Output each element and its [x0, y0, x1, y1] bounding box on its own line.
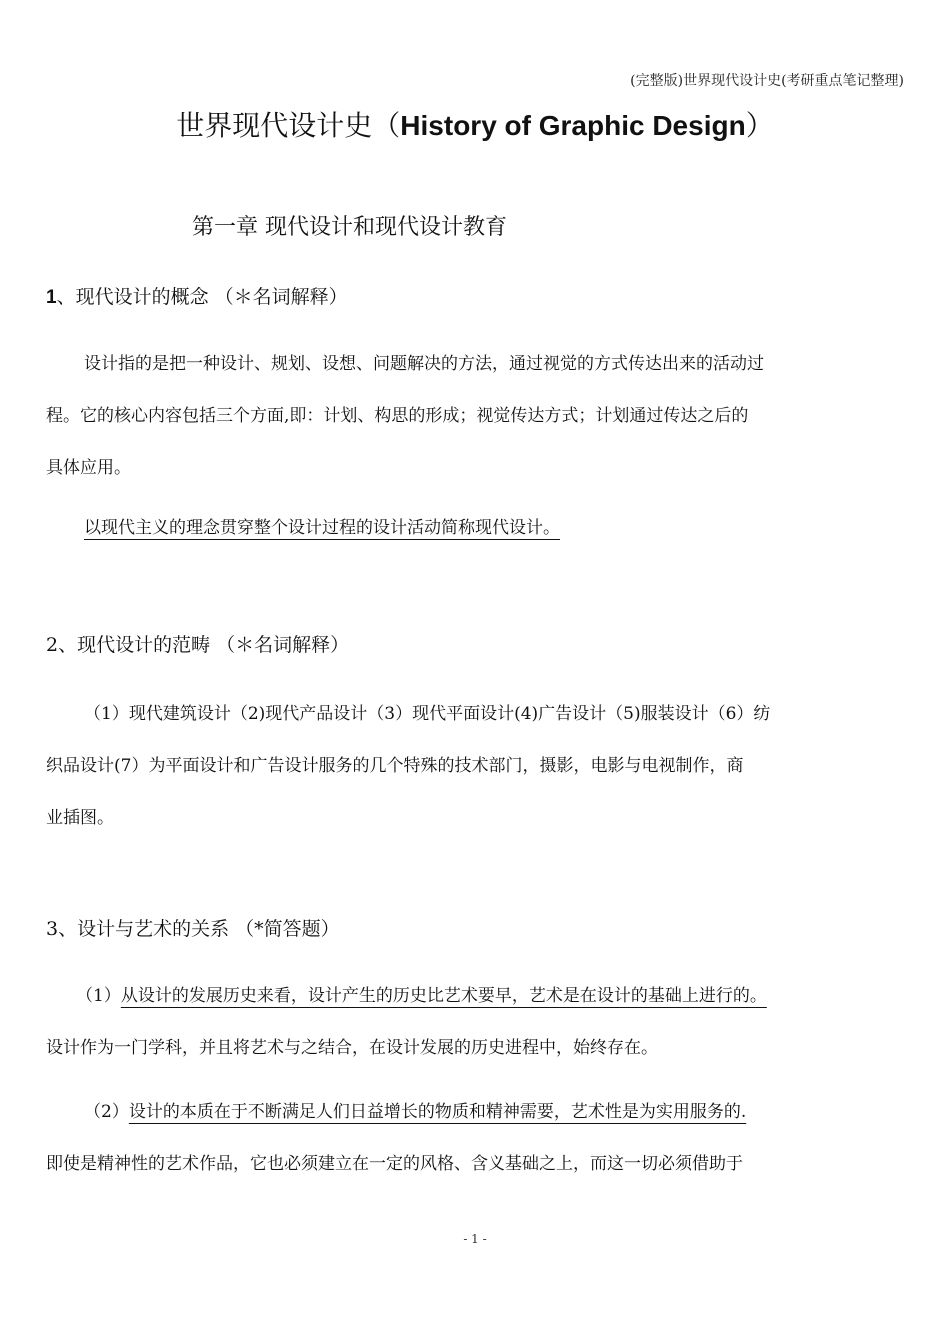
section-3-paragraph-2	[46, 1086, 906, 1190]
paragraph-line	[46, 970, 906, 1022]
page-number: - 1 -	[463, 1232, 487, 1246]
title-cn: 世界现代设计史（	[176, 109, 401, 142]
section-2-heading: 2、现代设计的范畴 （＊名词解释）	[46, 634, 350, 656]
paragraph-line: 即使是精神性的艺术作品，它也必须建立在一定的风格、含义基础之上，而这一切必须借助于	[46, 1154, 743, 1174]
paragraph-line: 业插图。	[46, 808, 114, 828]
list-marker: （1）	[76, 986, 121, 1006]
running-header: (完整版)世界现代设计史(考研重点笔记整理)	[630, 73, 904, 89]
title-close: ）	[745, 109, 774, 142]
paragraph-line	[46, 1086, 906, 1138]
section-1-paragraph-1	[46, 338, 906, 494]
paragraph-line: （1）现代建筑设计（2)现代产品设计（3）现代平面设计(4)广告设计（5)服装设计（6）纺	[84, 704, 771, 724]
chapter-heading: 第一章 现代设计和现代设计教育	[192, 215, 507, 240]
paragraph-line: 程。它的核心内容包括三个方面,即：计划、构思的形成；视觉传达方式；计划通过传达之后的	[46, 406, 749, 426]
underlined-key-point: 设计的本质在于不断满足人们日益增长的物质和精神需要，艺术性是为实用服务的.	[128, 1102, 747, 1122]
section-1-heading	[46, 282, 348, 309]
paragraph-line: 织品设计(7）为平面设计和广告设计服务的几个特殊的技术部门，摄影，电影与电视制作，商	[46, 756, 744, 776]
section-1-paragraph-2	[46, 502, 906, 554]
section-3-paragraph-1	[46, 970, 906, 1074]
paragraph-line: 具体应用。	[46, 458, 131, 478]
section-1-heading-text: 、现代设计的概念 （＊名词解释）	[56, 286, 348, 308]
section-3-heading: 3、设计与艺术的关系 （*简答题）	[46, 918, 340, 940]
paragraph-line: 设计指的是把一种设计、规划、设想、问题解决的方法，通过视觉的方式传达出来的活动过	[84, 354, 764, 374]
list-marker: （2）	[84, 1102, 129, 1122]
underlined-key-point: 从设计的发展历史来看，设计产生的历史比艺术要早，艺术是在设计的基础上进行的。	[120, 986, 767, 1006]
section-1-number: 1	[46, 287, 57, 308]
document-title	[0, 104, 950, 144]
title-en: History of Graphic Design	[400, 110, 746, 141]
section-2-paragraph	[46, 688, 906, 844]
underlined-definition: 以现代主义的理念贯穿整个设计过程的设计活动简称现代设计。	[84, 518, 560, 538]
paragraph-line: 设计作为一门学科，并且将艺术与之结合，在设计发展的历史进程中，始终存在。	[46, 1038, 658, 1058]
